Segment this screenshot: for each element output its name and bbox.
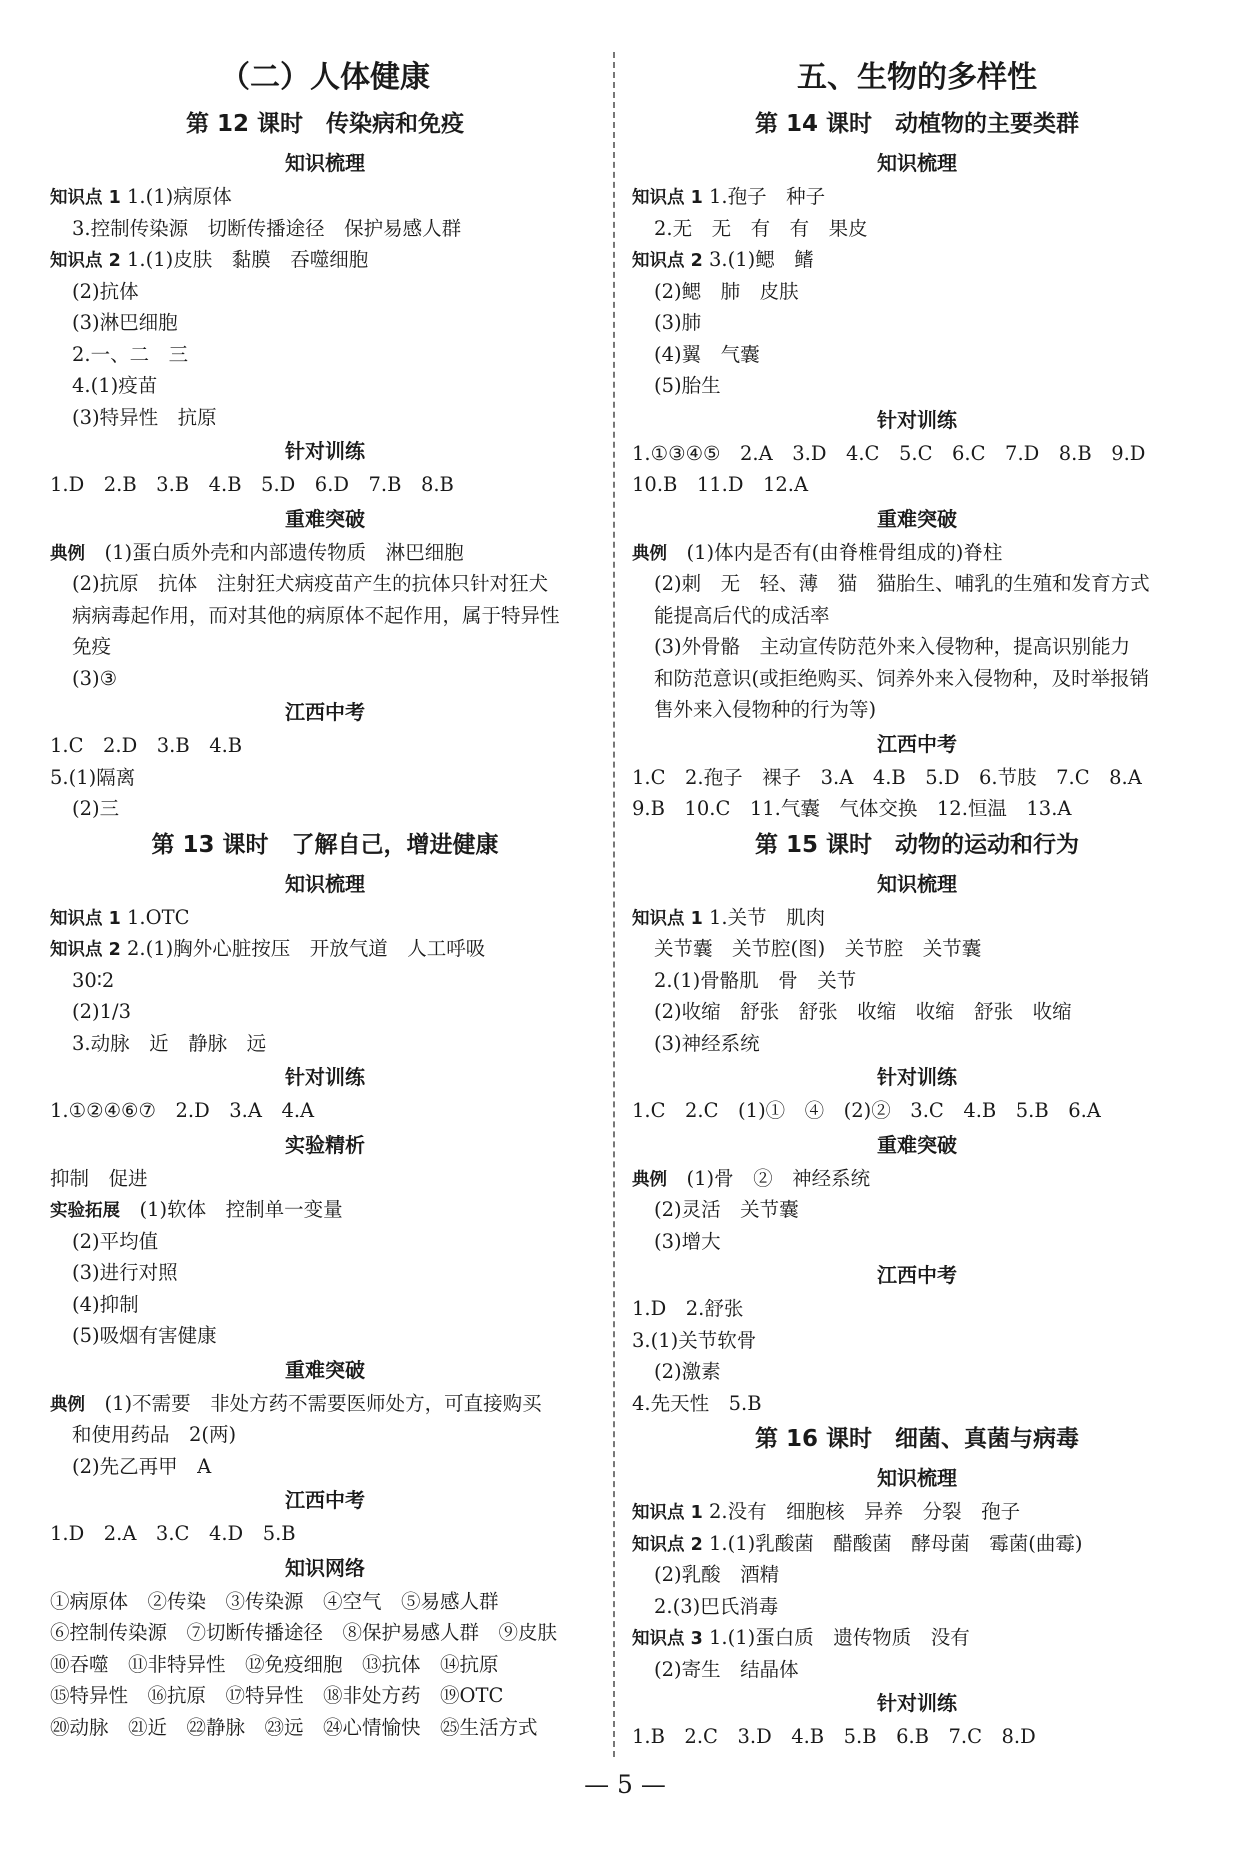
answer-line: 1.C 2.D 3.B 4.B — [50, 734, 243, 757]
knowledge-point-label: 知识点 2 — [50, 940, 121, 960]
section-heading: 知识梳理 — [285, 871, 365, 896]
answer-line: 知识点 3 1.(1)蛋白质 遗传物质 没有 — [632, 1626, 970, 1649]
answer-line: (2)收缩 舒张 舒张 收缩 收缩 舒张 收缩 — [654, 1000, 1072, 1023]
answer-line: (2)抗原 抗体 注射狂犬病疫苗产生的抗体只针对狂犬 — [72, 572, 549, 595]
answer-line: (3)进行对照 — [72, 1261, 178, 1284]
answer-line: 知识点 2 1.(1)皮肤 黏膜 吞噬细胞 — [50, 248, 369, 271]
answer-line: 3.动脉 近 静脉 远 — [72, 1031, 267, 1055]
answer-line: (4)翼 气囊 — [654, 342, 760, 366]
answer-line: 病病毒起作用，而对其他的病原体不起作用，属于特异性 — [72, 603, 560, 627]
section-heading: 江西中考 — [285, 1488, 365, 1512]
answer-line: 1.D 2.舒张 — [632, 1297, 744, 1320]
answer-line: (2)先乙再甲 A — [72, 1454, 212, 1478]
answer-line: ⑳动脉 ㉑近 ㉒静脉 ㉓远 ㉔心情愉快 ㉕生活方式 — [50, 1715, 538, 1739]
answer-line: (3)特异性 抗原 — [72, 405, 217, 429]
answer-line: (2)三 — [72, 797, 120, 820]
example-label: 典例 — [632, 543, 667, 564]
section-heading: 实验精析 — [285, 1132, 365, 1157]
answer-line: 典例 (1)体内是否有(由脊椎骨组成的)脊柱 — [632, 540, 1003, 564]
answer-line: 知识点 2 2.(1)胸外心脏按压 开放气道 人工呼吸 — [50, 937, 486, 960]
lesson-14-title: 第 14 课时 动植物的主要类群 — [754, 111, 1080, 137]
section-heading: 江西中考 — [877, 1263, 957, 1287]
section-heading: 重难突破 — [285, 506, 365, 531]
answer-line: 典例 (1)不需要 非处方药不需要医师处方，可直接购买 — [50, 1391, 542, 1415]
answer-line: 知识点 2 1.(1)乳酸菌 醋酸菌 酵母菌 霉菌(曲霉) — [632, 1531, 1083, 1555]
experiment-extension-label: 实验拓展 — [50, 1201, 120, 1221]
answer-line: 1.D 2.A 3.C 4.D 5.B — [50, 1522, 296, 1545]
answer-line: (5)吸烟有害健康 — [72, 1324, 217, 1347]
example-label: 典例 — [632, 1169, 667, 1190]
example-label: 典例 — [50, 543, 85, 564]
answer-line: 2.一、二 三 — [72, 342, 189, 366]
answer-line: 2.无 无 有 有 果皮 — [654, 216, 868, 240]
answer-line: 典例 (1)蛋白质外壳和内部遗传物质 淋巴细胞 — [50, 540, 464, 564]
answer-line: 1.D 2.B 3.B 4.B 5.D 6.D 7.B 8.B — [50, 473, 454, 496]
knowledge-point-label: 知识点 1 — [50, 188, 121, 208]
answer-line: 关节囊 关节腔(图) 关节腔 关节囊 — [654, 937, 982, 960]
lesson-13-title: 第 13 课时 了解自己，增进健康 — [151, 831, 499, 858]
answer-line: (2)抗体 — [72, 279, 139, 303]
answer-line: ⑮特异性 ⑯抗原 ⑰特异性 ⑱非处方药 ⑲OTC — [50, 1684, 504, 1707]
answer-line: 能提高后代的成活率 — [654, 603, 830, 627]
answer-line: 1.B 2.C 3.D 4.B 5.B 6.B 7.C 8.D — [632, 1725, 1036, 1748]
answer-line: 和使用药品 2(两) — [72, 1423, 237, 1446]
section-heading: 针对训练 — [877, 1065, 957, 1089]
answer-line: 典例 (1)骨 ② 神经系统 — [632, 1166, 871, 1190]
answer-line: 知识点 1 1.关节 肌肉 — [632, 905, 826, 929]
section-heading: 针对训练 — [877, 407, 957, 432]
answer-line: (2)鳃 肺 皮肤 — [654, 279, 799, 303]
answer-line: (3)神经系统 — [654, 1031, 760, 1055]
right-column — [632, 52, 1202, 1753]
answer-line: ⑥控制传染源 ⑦切断传播途径 ⑧保护易感人群 ⑨皮肤 — [50, 1621, 558, 1644]
answer-line: ①病原体 ②传染 ③传染源 ④空气 ⑤易感人群 — [50, 1589, 499, 1613]
section-heading: 知识梳理 — [877, 151, 957, 175]
lesson-16-title: 第 16 课时 细菌、真菌与病毒 — [754, 1426, 1080, 1452]
answer-line: (3)肺 — [654, 311, 702, 334]
answer-line: 4.(1)疫苗 — [72, 374, 158, 397]
answer-line: 9.B 10.C 11.气囊 气体交换 12.恒温 13.A — [632, 797, 1072, 820]
answer-line: 1.①③④⑤ 2.A 3.D 4.C 5.C 6.C 7.D 8.B 9.D — [632, 441, 1146, 465]
answer-line: 抑制 促进 — [50, 1166, 148, 1190]
answer-line: 知识点 1 1.OTC — [50, 905, 190, 929]
answer-line: (2)寄生 结晶体 — [654, 1657, 799, 1681]
unit-title: （二）人体健康 — [220, 60, 430, 95]
section-heading: 针对训练 — [877, 1691, 957, 1715]
section-heading: 重难突破 — [285, 1357, 365, 1382]
answer-line: 免疫 — [72, 635, 112, 658]
answer-line: 1.①②④⑥⑦ 2.D 3.A 4.A — [50, 1099, 315, 1122]
answer-line: 售外来入侵物种的行为等) — [654, 698, 877, 721]
answer-line: 实验拓展 (1)软体 控制单一变量 — [50, 1198, 343, 1221]
column-divider — [613, 52, 615, 1757]
knowledge-point-label: 知识点 3 — [632, 1629, 703, 1649]
answer-line: 3.(1)关节软骨 — [632, 1328, 757, 1352]
answer-line: 2.(1)骨骼肌 骨 关节 — [654, 968, 857, 992]
knowledge-point-label: 知识点 1 — [50, 908, 121, 929]
section-heading: 知识网络 — [285, 1555, 365, 1580]
knowledge-point-label: 知识点 1 — [632, 188, 703, 208]
answer-line: (2)灵活 关节囊 — [654, 1198, 799, 1221]
section-heading: 知识梳理 — [877, 871, 957, 896]
page-number: — 5 — — [584, 1770, 666, 1799]
answer-line: 1.C 2.C (1)① ④ (2)② 3.C 4.B 5.B 6.A — [632, 1099, 1101, 1122]
answer-line: 5.(1)隔离 — [50, 765, 136, 789]
knowledge-point-label: 知识点 1 — [632, 1503, 703, 1523]
answer-line: 30∶2 — [72, 968, 115, 992]
left-column — [50, 52, 600, 1743]
answer-line: (2)平均值 — [72, 1229, 159, 1253]
lesson-12-title: 第 12 课时 传染病和免疫 — [185, 111, 465, 137]
knowledge-point-label: 知识点 2 — [632, 1534, 703, 1555]
answer-line: 2.(3)巴氏消毒 — [654, 1594, 779, 1618]
lesson-15-title: 第 15 课时 动物的运动和行为 — [754, 831, 1080, 858]
answer-line: 知识点 2 3.(1)鳃 鳍 — [632, 248, 814, 271]
knowledge-point-label: 知识点 1 — [632, 908, 703, 929]
answer-line: (5)胎生 — [654, 374, 721, 397]
answer-line: 4.先天性 5.B — [632, 1391, 762, 1415]
unit-title: 五、生物的多样性 — [797, 60, 1037, 95]
section-heading: 重难突破 — [877, 506, 957, 531]
answer-line: (4)抑制 — [72, 1292, 139, 1316]
knowledge-point-label: 知识点 2 — [50, 251, 121, 271]
section-heading: 知识梳理 — [285, 151, 365, 175]
section-heading: 针对训练 — [285, 1065, 365, 1089]
section-heading: 重难突破 — [877, 1132, 957, 1157]
answer-line: 10.B 11.D 12.A — [632, 473, 809, 496]
section-heading: 针对训练 — [285, 439, 365, 463]
knowledge-point-label: 知识点 2 — [632, 251, 703, 271]
section-heading: 江西中考 — [877, 731, 957, 756]
section-heading: 知识梳理 — [877, 1466, 957, 1490]
answer-line: (2)乳酸 酒精 — [654, 1563, 780, 1586]
answer-line: (3)③ — [72, 666, 118, 690]
answer-line: (3)增大 — [654, 1229, 721, 1253]
answer-line: 3.控制传染源 切断传播途径 保护易感人群 — [72, 216, 462, 240]
answer-line: ⑩吞噬 ⑪非特异性 ⑫免疫细胞 ⑬抗体 ⑭抗原 — [50, 1652, 499, 1676]
answer-line: 知识点 1 1.孢子 种子 — [632, 185, 826, 208]
answer-line: 知识点 1 1.(1)病原体 — [50, 185, 232, 208]
answer-line: (2)刺 无 轻、薄 猫 猫胎生、哺乳的生殖和发育方式 — [654, 572, 1150, 595]
answer-line: (2)1/3 — [72, 1000, 132, 1023]
answer-line: 知识点 1 2.没有 细胞核 异养 分裂 孢子 — [632, 1500, 1021, 1523]
answer-line: 和防范意识(或拒绝购买、饲养外来入侵物种，及时举报销 — [654, 666, 1150, 690]
answer-line: (3)淋巴细胞 — [72, 311, 178, 334]
answer-line: (3)外骨骼 主动宣传防范外来入侵物种，提高识别能力 — [654, 635, 1131, 658]
answer-line: 1.C 2.孢子 裸子 3.A 4.B 5.D 6.节肢 7.C 8.A — [632, 765, 1142, 789]
section-heading: 江西中考 — [285, 700, 365, 724]
example-label: 典例 — [50, 1394, 85, 1415]
answer-line: (2)激素 — [654, 1360, 721, 1383]
